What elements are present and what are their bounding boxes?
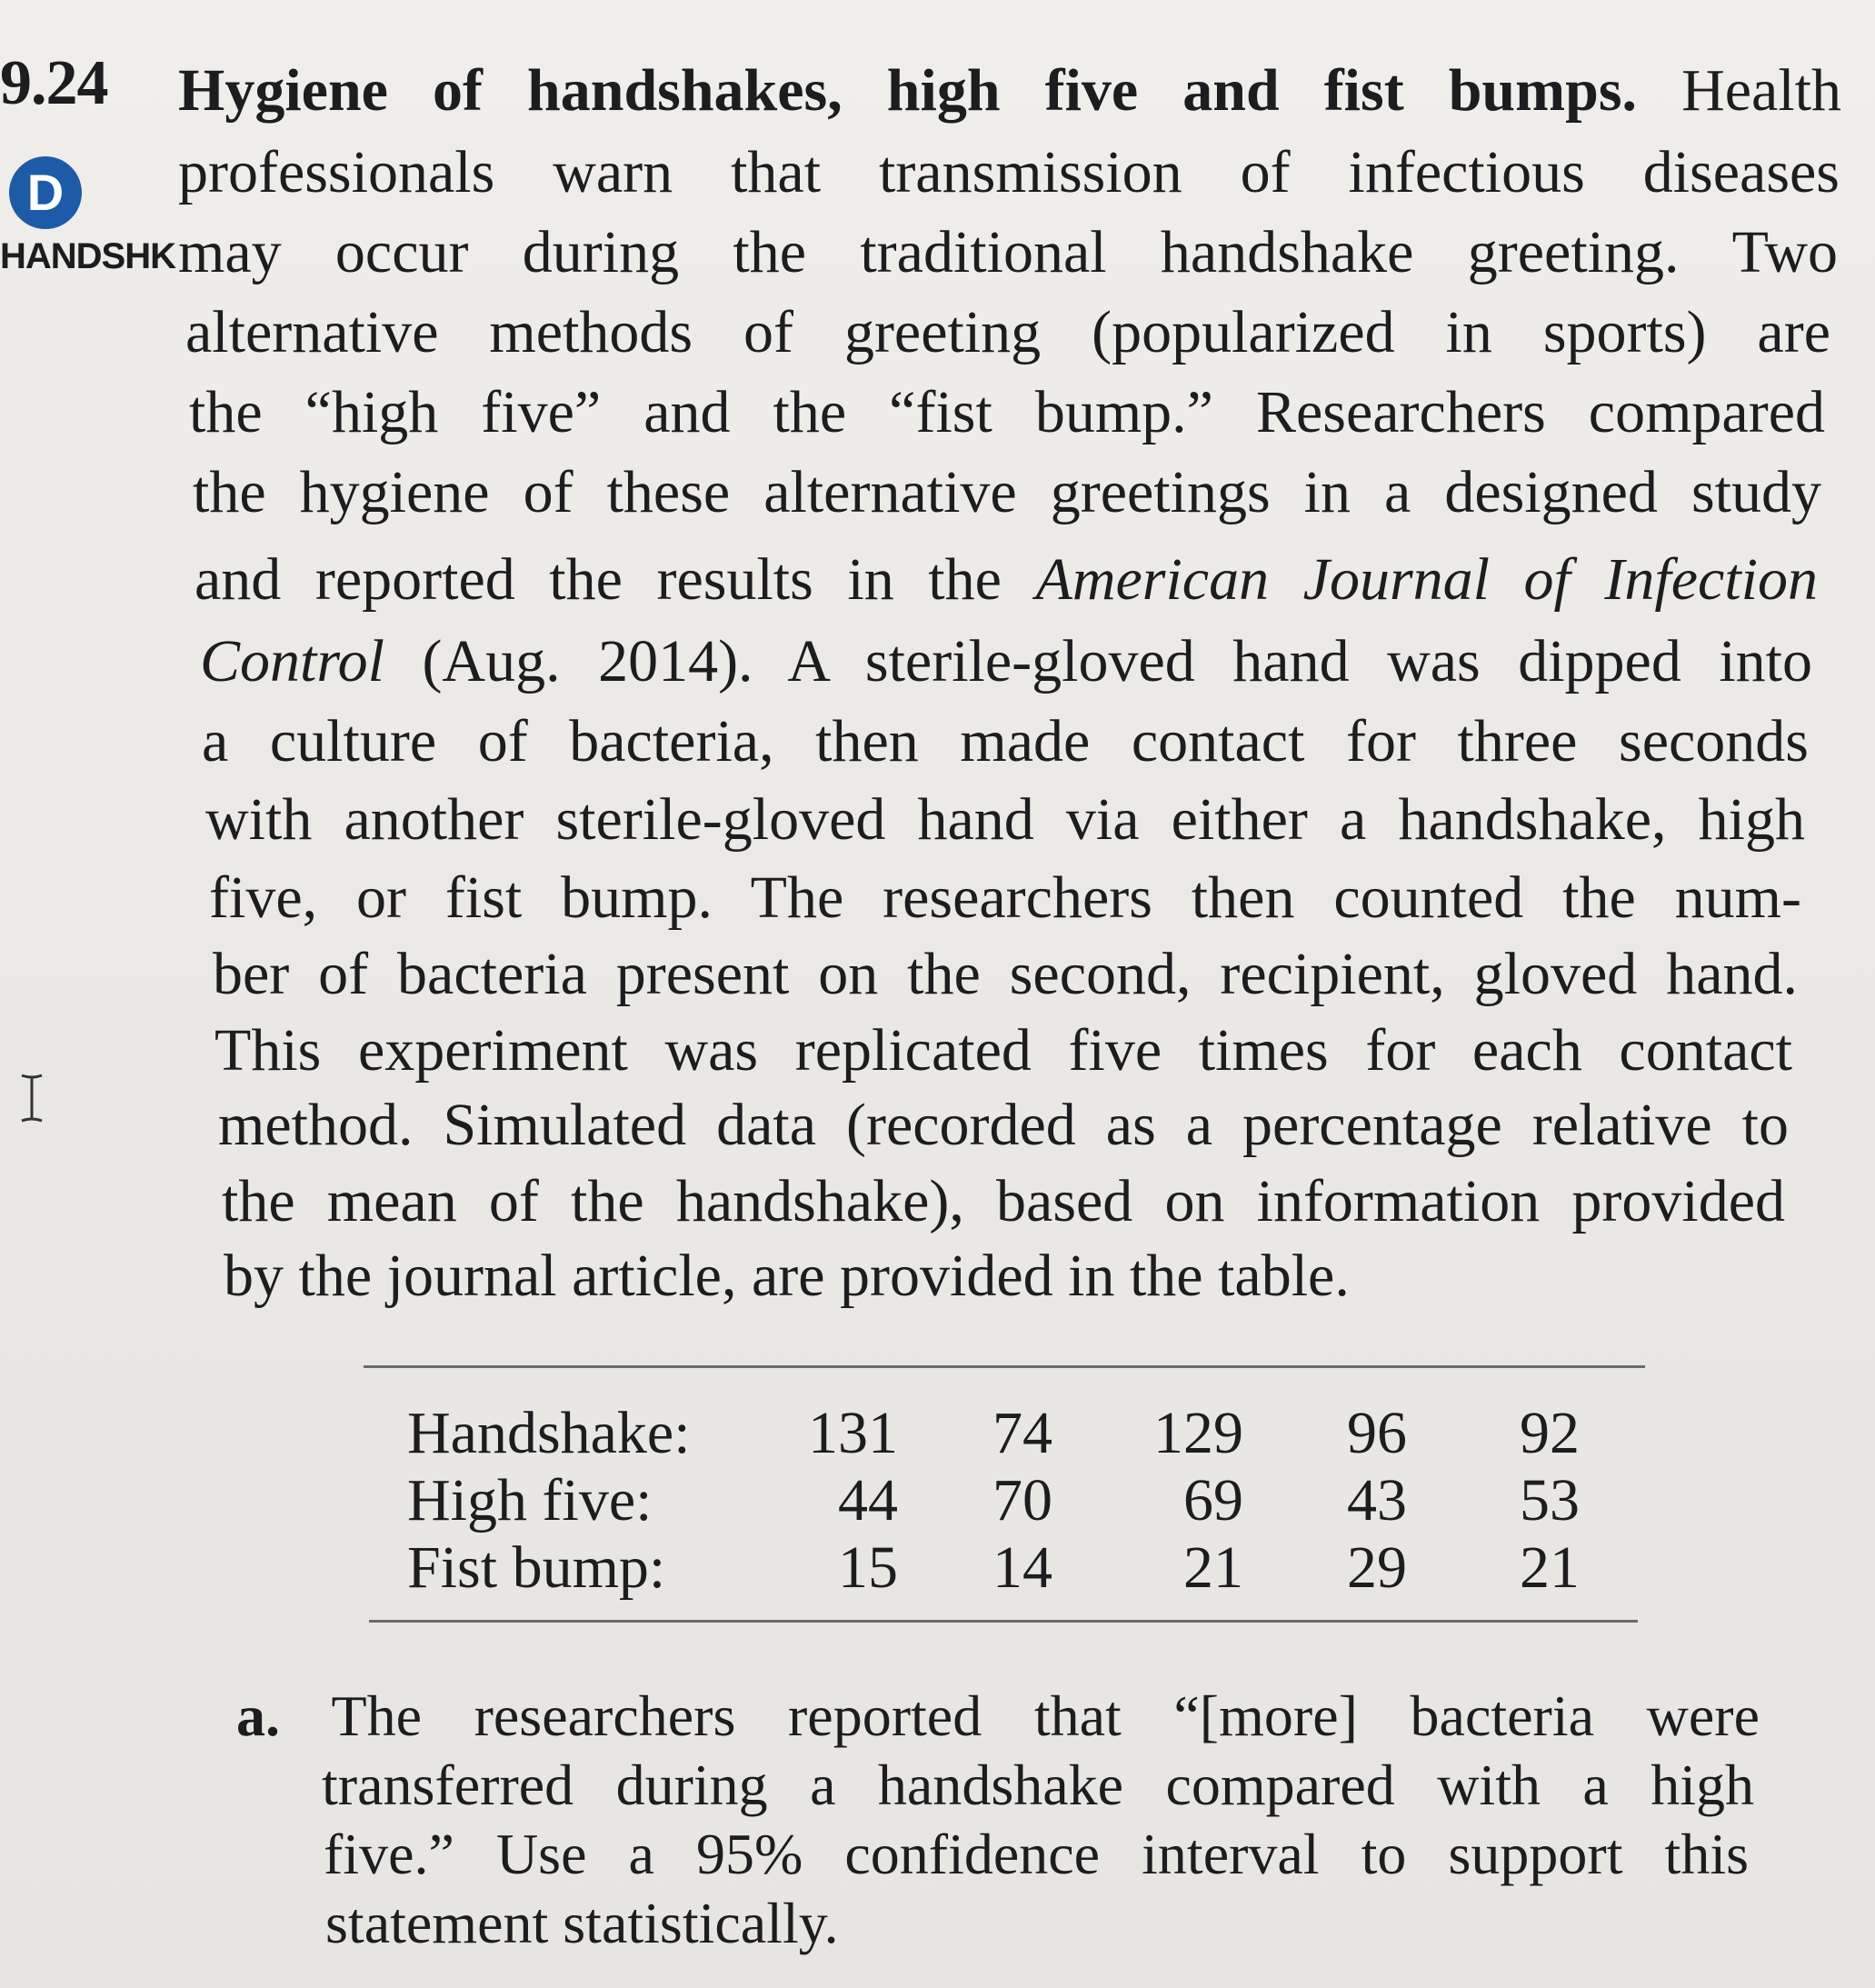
body-line-14: method. Simulated data (recorded as a percentage relative to — [218, 1092, 1789, 1158]
body-line-2: professionals warn that transmission of infectious diseases — [178, 139, 1840, 205]
body-line-16: by the journal article, are provided in the table. — [224, 1243, 1350, 1309]
difficulty-badge: D — [9, 156, 82, 229]
body-line-1 — [178, 55, 1841, 127]
row-label: Handshake: — [407, 1400, 691, 1466]
part-a-line-1 — [236, 1680, 1760, 1753]
table-bottom-rule — [369, 1620, 1638, 1623]
part-a-line-4: statement statistically. — [325, 1891, 839, 1955]
exercise-title: Hygiene of handshakes, high five and fist bumps. — [178, 57, 1638, 124]
table-top-rule — [364, 1365, 1645, 1368]
body-text-span: and reported the results in the — [194, 546, 1002, 613]
table-cell: 43 — [1347, 1467, 1407, 1533]
table-cell: 44 — [838, 1467, 898, 1533]
body-line-10: with another sterile-gloved hand via either a handshake, high — [205, 786, 1805, 853]
journal-name-part-2: Control — [200, 628, 384, 694]
body-line-9: a culture of bacteria, then made contact for three seconds — [202, 708, 1809, 774]
table-cell: 29 — [1347, 1534, 1407, 1601]
body-line-6: the hygiene of these alternative greetings in a designed study — [193, 459, 1821, 525]
table-cell: 92 — [1520, 1400, 1580, 1466]
text-cursor-icon — [18, 1073, 45, 1124]
row-label: High five: — [407, 1467, 653, 1533]
dataset-name: HANDSHK — [0, 236, 175, 276]
body-line-8 — [200, 625, 1812, 698]
table-cell: 69 — [1183, 1467, 1243, 1533]
part-a-label: a. — [236, 1683, 280, 1748]
table-cell: 53 — [1520, 1467, 1580, 1533]
body-text-span: Health — [1681, 57, 1842, 124]
part-a-line-3: five.” Use a 95% confidence interval to support this — [324, 1822, 1749, 1886]
part-a-line-2: transferred during a handshake compared with a high — [322, 1753, 1754, 1817]
body-line-11: five, or fist bump. The researchers then counted the num- — [209, 864, 1801, 931]
journal-name-part-1: American Journal of Infection — [1035, 546, 1819, 613]
body-line-12: ber of bacteria present on the second, recipient, gloved hand. — [213, 941, 1798, 1007]
body-line-7 — [194, 544, 1818, 616]
body-line-3: may occur during the traditional handshake greeting. Two — [178, 219, 1838, 285]
body-line-15: the mean of the handshake), based on information provided — [222, 1168, 1785, 1234]
table-cell: 70 — [992, 1467, 1052, 1533]
body-line-5: the “high five” and the “fist bump.” Researchers compared — [189, 379, 1825, 445]
part-a-text: The researchers reported that “[more] bacteria were — [331, 1683, 1760, 1748]
table-cell: 21 — [1520, 1534, 1580, 1601]
body-line-13: This experiment was replicated five times for each contact — [214, 1017, 1792, 1084]
table-cell: 74 — [992, 1400, 1052, 1466]
body-text-span: (Aug. 2014). A sterile-gloved hand was dipped into — [422, 628, 1812, 694]
table-cell: 131 — [808, 1400, 898, 1466]
exercise-number: 9.24 — [0, 48, 108, 118]
table-cell: 129 — [1153, 1400, 1243, 1466]
table-cell: 21 — [1183, 1534, 1243, 1601]
table-cell: 15 — [838, 1534, 898, 1601]
table-cell: 14 — [992, 1534, 1052, 1601]
row-label: Fist bump: — [407, 1534, 666, 1601]
body-line-4: alternative methods of greeting (popularized in sports) are — [185, 299, 1830, 365]
table-cell: 96 — [1347, 1400, 1407, 1466]
